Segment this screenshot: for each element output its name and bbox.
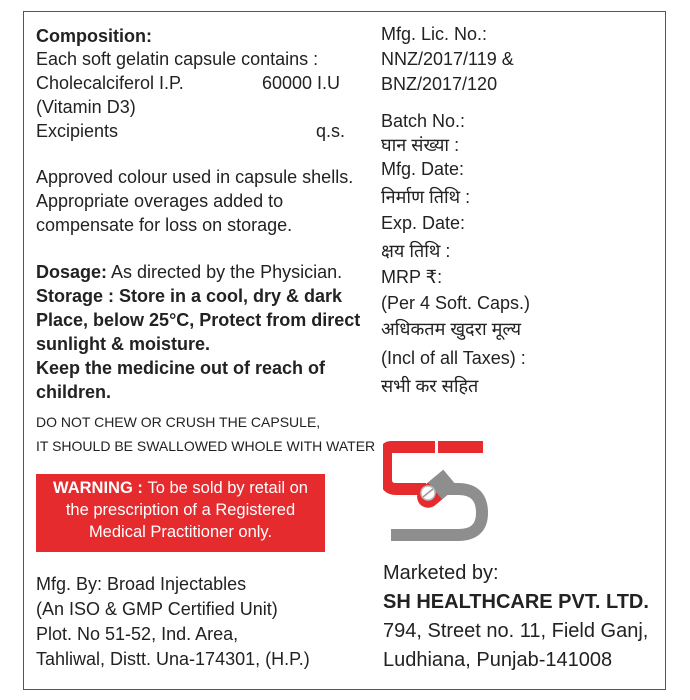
marketer-address-line: 794, Street no. 11, Field Ganj, — [383, 620, 649, 642]
composition-heading: Composition: — [36, 26, 152, 46]
colour-note-line: Approved colour used in capsule shells. — [36, 167, 354, 187]
warning-text: To be sold by retail on — [147, 479, 308, 497]
batch-label-hindi: घान संख्या : — [381, 135, 460, 155]
mrp-pack-note: (Per 4 Soft. Caps.) — [381, 293, 531, 313]
storage-line: sunlight & moisture. — [36, 334, 211, 354]
marketer-address-line: Ludhiana, Punjab-141008 — [383, 649, 613, 671]
mfg-date-label: Mfg. Date: — [381, 159, 465, 179]
chew-warning-line: IT SHOULD BE SWALLOWED WHOLE WITH WATER — [36, 438, 376, 454]
storage-line: Storage : Store in a cool, dry & dark — [36, 286, 343, 306]
batch-label: Batch No.: — [381, 111, 466, 131]
ingredient-amount: 60000 I.U — [262, 73, 341, 93]
manufacturer-line: Tahliwal, Distt. Una-174301, (H.P.) — [36, 649, 310, 669]
storage-line: Place, below 25°C, Protect from direct — [36, 310, 361, 330]
dosage-text: As directed by the Physician. — [111, 262, 343, 282]
ingredient-note: (Vitamin D3) — [36, 97, 136, 117]
exp-date-label: Exp. Date: — [381, 213, 466, 233]
keep-away-line: children. — [36, 382, 112, 402]
warning-line: the prescription of a Registered — [65, 501, 296, 519]
overage-note-line: compensate for loss on storage. — [36, 215, 293, 235]
mfg-date-label-hindi: निर्माण तिथि : — [381, 187, 471, 207]
manufacturer-line: (An ISO & GMP Certified Unit) — [36, 599, 278, 619]
mrp-label-hindi: अधिकतम खुदरा मूल्य — [381, 319, 522, 339]
license-label: Mfg. Lic. No.: — [381, 24, 488, 44]
overage-note-line: Appropriate overages added to — [36, 191, 284, 211]
ingredient-amount: q.s. — [316, 121, 346, 141]
composition-intro: Each soft gelatin capsule contains : — [36, 49, 319, 69]
sh-healthcare-logo — [383, 441, 488, 542]
ingredient-name: Cholecalciferol I.P. — [36, 73, 184, 93]
taxes-note-hindi: सभी कर सहित — [381, 376, 479, 396]
license-number: BNZ/2017/120 — [381, 74, 498, 94]
manufacturer-line: Plot. No 51-52, Ind. Area, — [36, 624, 239, 644]
manufacturer-line: Mfg. By: Broad Injectables — [36, 574, 247, 594]
marketer-name: SH HEALTHCARE PVT. LTD. — [383, 591, 649, 613]
exp-date-label-hindi: क्षय तिथि : — [381, 241, 451, 261]
mrp-label: MRP ₹: — [381, 267, 443, 287]
ingredient-name: Excipients — [36, 121, 119, 141]
taxes-note: (Incl of all Taxes) : — [381, 348, 526, 368]
dosage-line — [36, 262, 342, 283]
license-number: NNZ/2017/119 & — [381, 49, 514, 69]
warning-label: WARNING : — [53, 479, 148, 497]
warning-box — [36, 474, 325, 552]
warning-line — [36, 477, 325, 499]
chew-warning-line: DO NOT CHEW OR CRUSH THE CAPSULE, — [36, 414, 321, 430]
dosage-label: Dosage: — [36, 262, 108, 282]
warning-line: Medical Practitioner only. — [88, 523, 273, 541]
keep-away-line: Keep the medicine out of reach of — [36, 358, 326, 378]
marketed-by-label: Marketed by: — [383, 562, 499, 584]
